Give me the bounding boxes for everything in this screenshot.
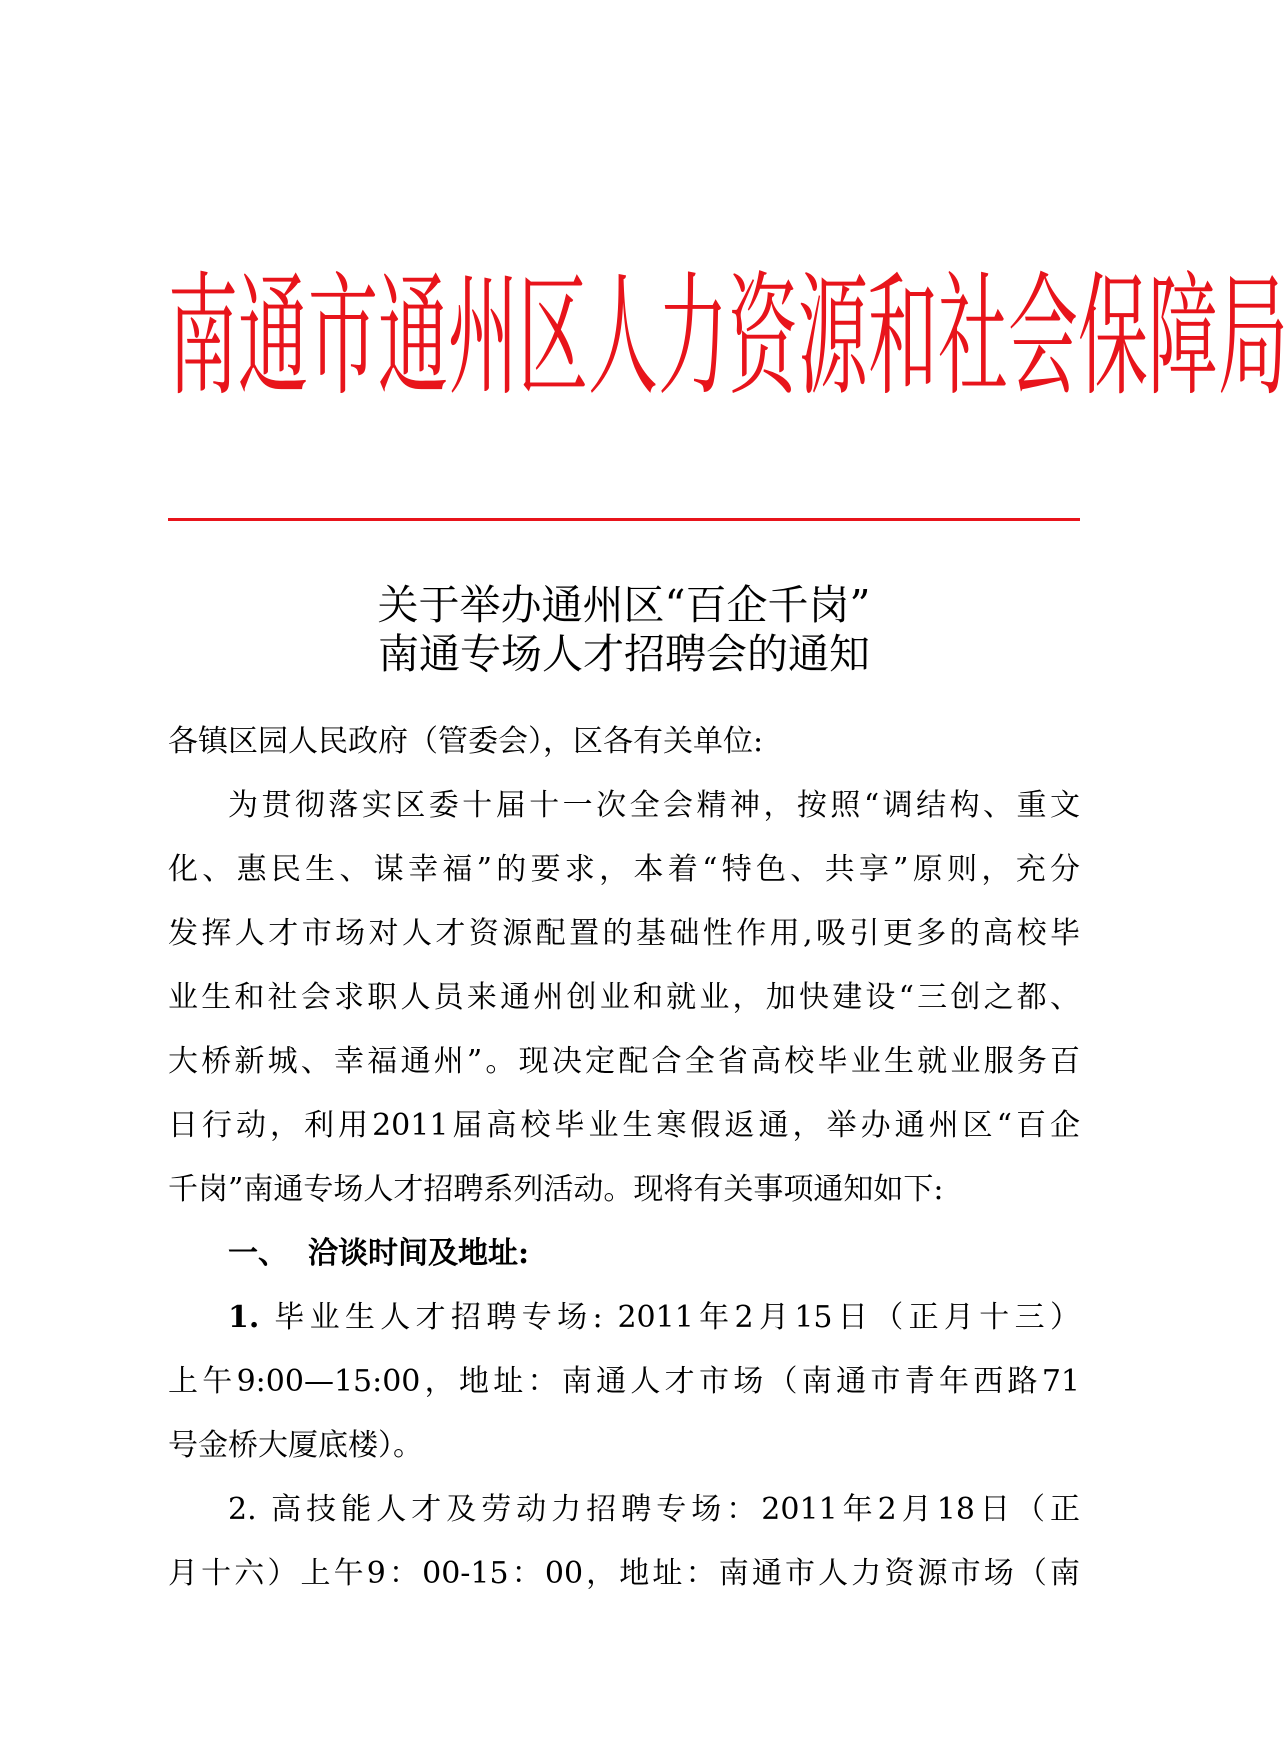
masthead-char: 保 bbox=[1078, 259, 1148, 415]
item-2-line-1: 2. 高技能人才及劳动力招聘专场：2011年2月18日（正 bbox=[228, 1492, 1080, 1527]
masthead-org-name bbox=[168, 195, 1288, 480]
document-body bbox=[168, 710, 1080, 1606]
paragraph-line: 日行动，利用2011届高校毕业生寒假返通，举办通州区“百企 bbox=[168, 1108, 1080, 1143]
section-heading-text: 洽谈时间及地址: bbox=[308, 1236, 530, 1271]
paragraph-line: 为贯彻落实区委十届十一次全会精神，按照“调结构、重文 bbox=[228, 788, 1080, 823]
salutation: 各镇区园人民政府（管委会），区各有关单位: bbox=[168, 724, 764, 759]
item-1-line-3: 号金桥大厦底楼）。 bbox=[168, 1428, 423, 1463]
masthead-char: 南 bbox=[168, 259, 238, 415]
masthead-char: 通 bbox=[378, 259, 448, 415]
item-2-line-2: 月十六）上午9：00-15：00，地址：南通市人力资源市场（南 bbox=[168, 1556, 1080, 1591]
masthead-char: 人 bbox=[588, 259, 658, 415]
section-number: 一、 bbox=[228, 1236, 288, 1271]
masthead-char: 和 bbox=[868, 259, 938, 415]
masthead-char: 州 bbox=[448, 259, 518, 415]
masthead-char: 社 bbox=[938, 259, 1008, 415]
masthead-char: 局 bbox=[1218, 259, 1288, 415]
item-1-line-1 bbox=[168, 1286, 1080, 1350]
item-number: 1. bbox=[228, 1300, 260, 1335]
paragraph-line: 发挥人才市场对人才资源配置的基础性作用,吸引更多的高校毕 bbox=[168, 916, 1080, 951]
masthead-char: 通 bbox=[238, 259, 308, 415]
item-date: 2011年2月15日（正月十三） bbox=[617, 1300, 1081, 1335]
item-1-line-2: 上午9:00—15:00，地址：南通人才市场（南通市青年西路71 bbox=[168, 1364, 1080, 1399]
paragraph-line: 业生和社会求职人员来通州创业和就业，加快建设“三创之都、 bbox=[168, 980, 1080, 1015]
section-heading bbox=[168, 1222, 1080, 1286]
paragraph-line: 千岗”南通专场人才招聘系列活动。现将有关事项通知如下: bbox=[168, 1172, 944, 1207]
paragraph-line: 大桥新城、幸福通州”。现决定配合全省高校毕业生就业服务百 bbox=[168, 1044, 1080, 1079]
masthead-char: 资 bbox=[728, 259, 798, 415]
masthead-char: 市 bbox=[308, 259, 378, 415]
masthead-char: 源 bbox=[798, 259, 868, 415]
red-divider-rule bbox=[168, 518, 1080, 521]
masthead-char: 会 bbox=[1008, 259, 1078, 415]
document-title-line-2: 南通专场人才招聘会的通知 bbox=[378, 630, 870, 678]
masthead-char: 区 bbox=[518, 259, 588, 415]
masthead-char: 障 bbox=[1148, 259, 1218, 415]
paragraph-line: 化、惠民生、谋幸福”的要求，本着“特色、共享”原则，充分 bbox=[168, 852, 1080, 887]
masthead-char: 力 bbox=[658, 259, 728, 415]
document-title-line-1: 关于举办通州区“百企千岗” bbox=[377, 581, 871, 629]
item-label: 毕业生人才招聘专场: bbox=[274, 1300, 603, 1335]
